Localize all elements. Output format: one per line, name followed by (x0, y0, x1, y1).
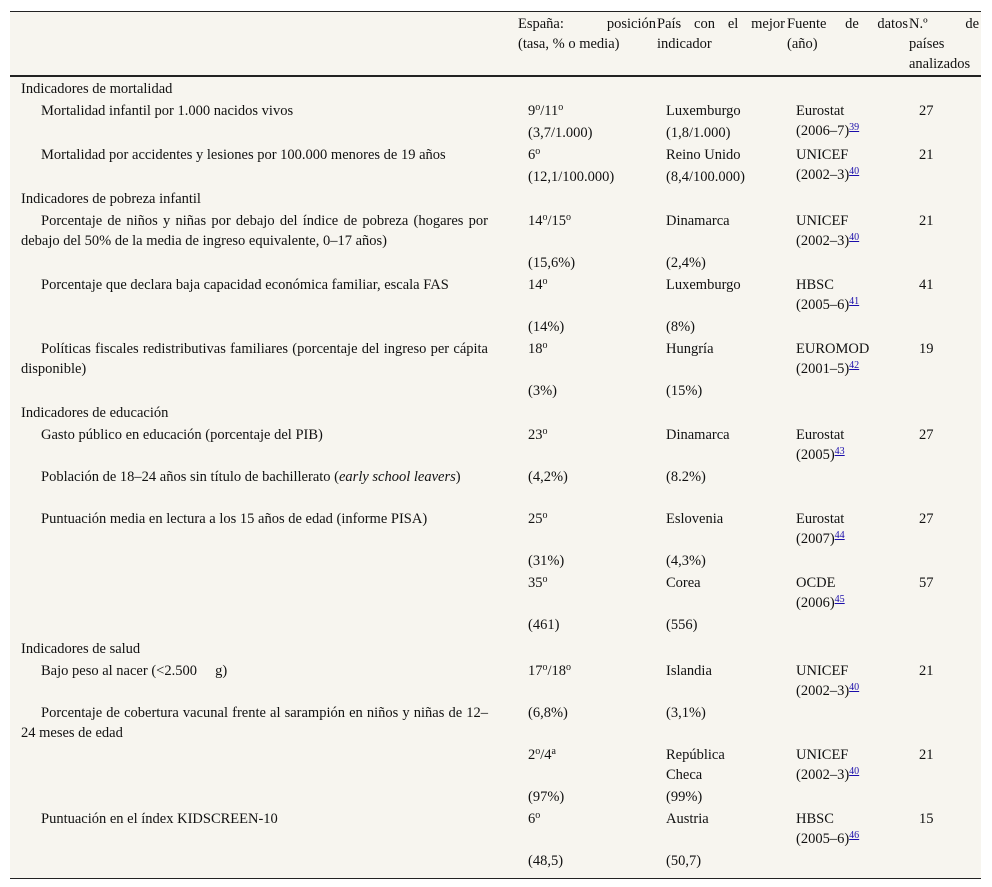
spain-value: (48,5) (528, 853, 564, 869)
source-year: (2006–7)$^{39}$ (796, 122, 860, 139)
row-label: Gasto público en educación (porcentaje del PIB) (41, 427, 323, 443)
spain-rank: 17$^o$/18$^o$ (528, 662, 572, 679)
source-year: (2001–5)$^{42}$ (796, 360, 860, 377)
source-year: (2002–3)$^{40}$ (796, 166, 860, 183)
best-value: (2,4%) (666, 255, 706, 271)
spain-rank: 23$^o$ (528, 426, 548, 443)
source: UNICEF (796, 663, 849, 679)
row-label: Porcentaje de cobertura vacunal frente al sarampión en niños y niñas de 12–24 meses de edad (21, 705, 488, 741)
header-spain: España: posición (tasa, % o media) (518, 16, 656, 52)
spain-value: (15,6%) (528, 255, 576, 271)
row-label: Puntuación media en lectura a los 15 años de edad (informe PISA) (41, 511, 428, 527)
spain-rank: 6$^o$ (528, 146, 541, 163)
source-year: (2002–3)$^{40}$ (796, 766, 860, 783)
best-value: (15%) (666, 383, 703, 399)
countries-count: 27 (919, 103, 934, 119)
best-country: Checa (666, 767, 703, 783)
row-label: Políticas fiscales redistributivas familiares (porcentaje del ingreso per cápita disponible) (21, 341, 488, 377)
countries-count: 27 (919, 427, 934, 443)
source-year: (2005–6)$^{46}$ (796, 830, 860, 847)
spain-value: (3,7/1.000) (528, 125, 593, 141)
best-value: (8.2%) (666, 469, 706, 485)
best-value: (556) (666, 617, 698, 633)
spain-rank: 6$^o$ (528, 810, 541, 827)
source: HBSC (796, 277, 834, 293)
spain-value: (461) (528, 617, 560, 633)
countries-count: 21 (919, 663, 934, 679)
section-mortalidad: Indicadores de mortalidad (21, 81, 173, 97)
reference-link[interactable]: 42 (849, 360, 860, 371)
spain-rank: 14$^o$/15$^o$ (528, 212, 572, 229)
section-salud: Indicadores de salud (21, 641, 141, 657)
reference-link[interactable]: 39 (849, 122, 860, 133)
source: Eurostat (796, 427, 845, 443)
best-country: Hungría (666, 341, 714, 357)
source: EUROMOD (796, 341, 870, 357)
reference-link[interactable]: 46 (849, 830, 860, 841)
countries-count: 27 (919, 511, 934, 527)
best-value: (3,1%) (666, 705, 706, 721)
section-educacion: Indicadores de educación (21, 405, 169, 421)
spain-rank: 25$^o$ (528, 510, 548, 527)
header-rule (10, 75, 981, 77)
indicators-table (10, 11, 981, 879)
source-year: (2007)$^{44}$ (796, 530, 845, 547)
countries-count: 57 (919, 575, 934, 591)
best-value: (8%) (666, 319, 695, 335)
best-country: Reino Unido (666, 147, 741, 163)
best-value: (99%) (666, 789, 703, 805)
best-country: Luxemburgo (666, 277, 741, 293)
source: Eurostat (796, 103, 845, 119)
best-country: Dinamarca (666, 427, 730, 443)
header-countries: N.º de países analizados (909, 16, 979, 72)
reference-link[interactable]: 40 (849, 766, 860, 777)
spain-value: (3%) (528, 383, 557, 399)
best-value: (8,4/100.000) (666, 169, 745, 185)
reference-link[interactable]: 40 (849, 682, 860, 693)
spain-value: (12,1/100.000) (528, 169, 615, 185)
countries-count: 41 (919, 277, 934, 293)
countries-count: 21 (919, 213, 934, 229)
row-label: Mortalidad infantil por 1.000 nacidos vivos (41, 103, 294, 119)
header-source: Fuente de datos (año) (787, 16, 908, 52)
best-country: Islandia (666, 663, 712, 679)
row-label: Porcentaje de niños y niñas por debajo del índice de pobreza (hogares por debajo del 50% de la media de ingreso equivalente, 0–17 años) (21, 213, 488, 249)
header-best-country: País con el mejor indicador (657, 16, 785, 52)
countries-count: 15 (919, 811, 934, 827)
reference-link[interactable]: 43 (834, 446, 845, 457)
row-label: Bajo peso al nacer (<2.500 g) (41, 663, 228, 679)
row-label: Mortalidad por accidentes y lesiones por 100.000 menores de 19 años (41, 147, 446, 163)
countries-count: 19 (919, 341, 934, 357)
best-value: (4,3%) (666, 553, 706, 569)
countries-count: 21 (919, 147, 934, 163)
spain-value: (6,8%) (528, 705, 568, 721)
spain-rank: 18$^o$ (528, 340, 548, 357)
spain-rank: 9$^o$/11$^o$ (528, 102, 564, 119)
source-year: (2002–3)$^{40}$ (796, 232, 860, 249)
reference-link[interactable]: 41 (849, 296, 860, 307)
row-label: Población de 18–24 años sin título de bachillerato (early school leavers) (41, 469, 461, 485)
best-country: Dinamarca (666, 213, 730, 229)
best-value: (50,7) (666, 853, 702, 869)
source: UNICEF (796, 213, 849, 229)
best-country: República (666, 747, 725, 763)
best-country: Austria (666, 811, 709, 827)
source: UNICEF (796, 147, 849, 163)
section-pobreza: Indicadores de pobreza infantil (21, 191, 201, 207)
source: OCDE (796, 575, 836, 591)
spain-value: (14%) (528, 319, 565, 335)
best-value: (1,8/1.000) (666, 125, 731, 141)
best-country: Eslovenia (666, 511, 724, 527)
spain-rank: 14$^o$ (528, 276, 548, 293)
source-year: (2006)$^{45}$ (796, 594, 845, 611)
row-label: Puntuación en el índex KIDSCREEN-10 (41, 811, 278, 827)
spain-value: (31%) (528, 553, 565, 569)
source-year: (2005–6)$^{41}$ (796, 296, 860, 313)
source-year: (2002–3)$^{40}$ (796, 682, 860, 699)
spain-value: (4,2%) (528, 469, 568, 485)
source: HBSC (796, 811, 834, 827)
best-country: Corea (666, 575, 701, 591)
spain-rank: 35$^o$ (528, 574, 548, 591)
reference-link[interactable]: 44 (834, 530, 845, 541)
source-year: (2005)$^{43}$ (796, 446, 845, 463)
source: Eurostat (796, 511, 845, 527)
countries-count: 21 (919, 747, 934, 763)
reference-link[interactable]: 40 (849, 166, 860, 177)
row-label: Porcentaje que declara baja capacidad económica familiar, escala FAS (41, 277, 449, 293)
source: UNICEF (796, 747, 849, 763)
spain-rank: 2$^o$/4$^a$ (528, 746, 556, 763)
reference-link[interactable]: 40 (849, 232, 860, 243)
reference-link[interactable]: 45 (834, 594, 845, 605)
best-country: Luxemburgo (666, 103, 741, 119)
spain-value: (97%) (528, 789, 565, 805)
